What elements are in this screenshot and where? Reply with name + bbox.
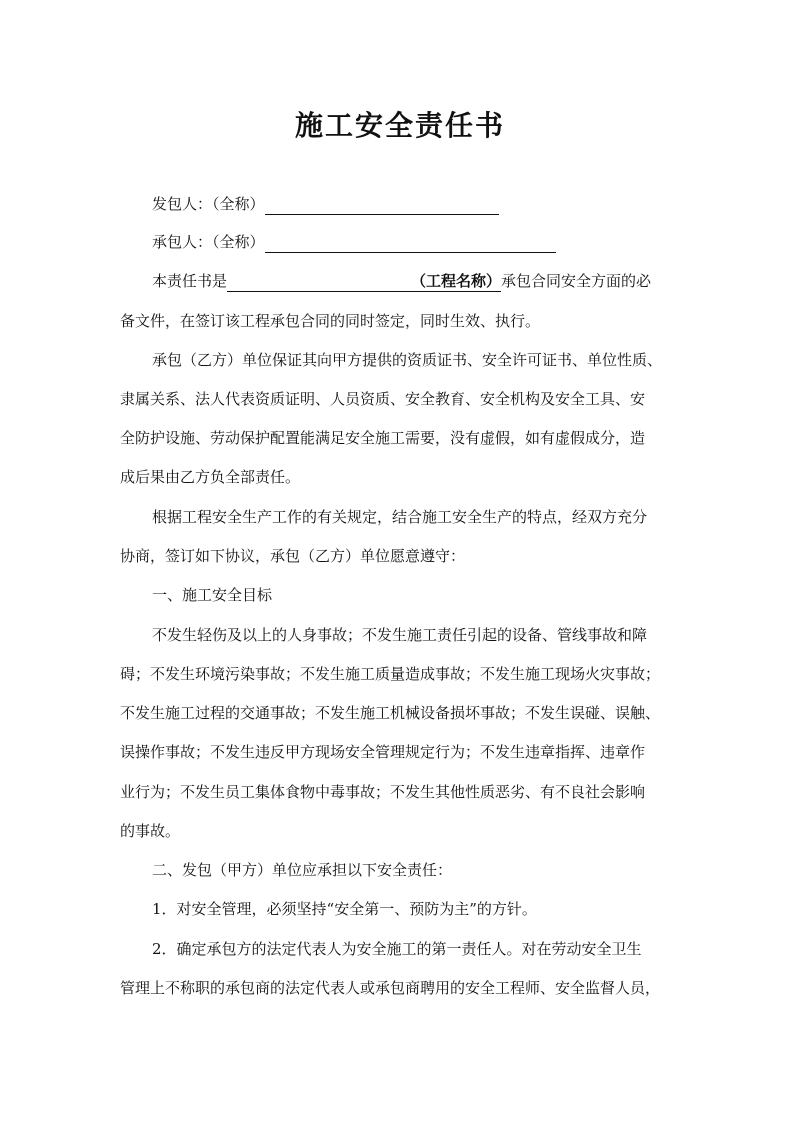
- employer-label: 发包人：（全称）: [152, 195, 265, 213]
- section1-line-3: 不发生施工过程的交通事故；不发生施工机械设备损坏事故；不发生误碰、误触、: [120, 704, 661, 722]
- para2-line-3: 全防护设施、劳动保护配置能满足安全施工需要，没有虚假，如有虚假成分，造: [120, 429, 646, 447]
- section1-line-4: 误操作事故；不发生违反甲方现场安全管理规定行为；不发生违章指挥、违章作: [120, 743, 646, 761]
- section1-line-2: 碍；不发生环境污染事故；不发生施工质量造成事故；不发生施工现场火灾事故；: [120, 665, 661, 683]
- para2-line-1: 承包（乙方）单位保证其向甲方提供的资质证书、安全许可证书、单位性质、: [152, 351, 663, 369]
- para2-line-4: 成后果由乙方负全部责任。: [120, 468, 301, 486]
- contractor-blank[interactable]: [265, 234, 556, 253]
- project-name-field[interactable]: [227, 271, 501, 292]
- intro-line-2: 备文件，在签订该工程承包合同的同时签定，同时生效、执行。: [120, 312, 541, 330]
- para3-line-1: 根据工程安全生产工作的有关规定，结合施工安全生产的特点，经双方充分: [152, 508, 648, 526]
- section1-line-1: 不发生轻伤及以上的人身事故；不发生施工责任引起的设备、管线事故和障: [152, 626, 648, 644]
- item2-line-2: 管理上不称职的承包商的法定代表人或承包商聘用的安全工程师、安全监督人员，: [120, 979, 661, 997]
- document-title: 施工安全责任书: [294, 109, 505, 142]
- contractor-line: [152, 231, 556, 253]
- section1-heading: 一、施工安全目标: [152, 586, 273, 604]
- section2-heading: 二、发包（甲方）单位应承担以下安全责任：: [152, 861, 453, 879]
- para3-line-2: 协商，签订如下协议，承包（乙方）单位愿意遵守：: [120, 547, 466, 565]
- section1-line-5: 业行为；不发生员工集体食物中毒事故；不发生其他性质恶劣、有不良社会影响: [120, 783, 646, 801]
- intro-part1: 本责任书是: [152, 272, 228, 290]
- project-name-label: （工程名称）: [411, 272, 502, 290]
- section1-line-6: 的事故。: [120, 822, 181, 840]
- para2-line-2: 隶属关系、法人代表资质证明、人员资质、安全教育、安全机构及安全工具、安: [120, 390, 646, 408]
- intro-line-1: [152, 270, 651, 292]
- item2-line-1: 2．确定承包方的法定代表人为安全施工的第一责任人。对在劳动安全卫生: [152, 940, 642, 958]
- item1-line: 1．对安全管理，必须坚持“安全第一、预防为主”的方针。: [152, 900, 537, 918]
- employer-line: [152, 193, 499, 215]
- employer-blank[interactable]: [265, 196, 499, 215]
- intro-part2: 承包合同安全方面的必: [501, 272, 652, 290]
- contractor-label: 承包人：（全称）: [152, 233, 265, 251]
